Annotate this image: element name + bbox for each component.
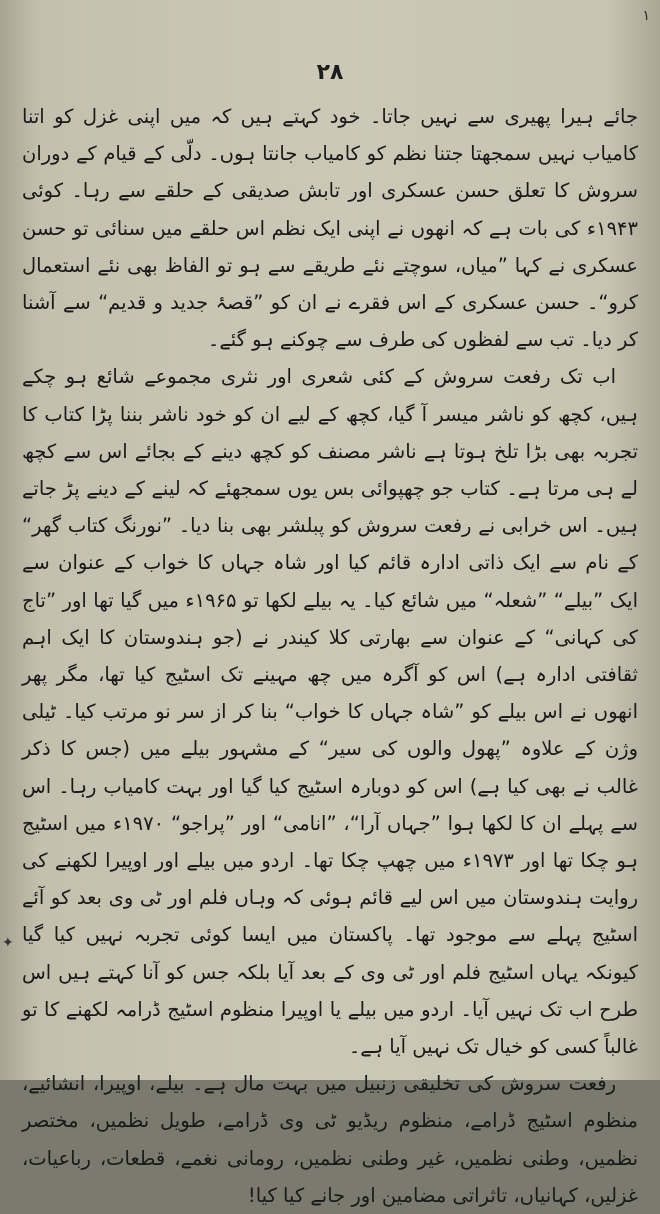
paragraph: رفعت سروش کی تخلیقی زنبیل میں بہت مال ہے۔ بیلے، اوپیرا، انشائیے، منظوم اسٹیج ڈرامے، منظوم ریڈیو ٹی وی ڈرامے، طویل نظمیں، مختصر نظمیں، وطنی نظمیں، غیر وطنی نظمیں، رومانی نغمے، قطعات، رباعیات، غزلیں، کہانیاں، تاثراتی مضامین اور جانے کیا کیا! (22, 1072, 638, 1207)
body-text (22, 98, 639, 1207)
paragraph: اب تک رفعت سروش کے کئی شعری اور نثری مجموعے شائع ہو چکے ہیں، کچھ کو ناشر میسر آ گیا، کچھ کے لیے ان کو خود ناشر بننا پڑا کتاب کا تجربہ بھی بڑا تلخ ہوتا ہے ناشر مصنف کو کچھ دینے کے بجائے اس سے کچھ لے ہی مرتا ہے۔ کتاب جو چھپوائی بس یوں سمجھئے کہ لینے کے دینے پڑ جاتے ہیں۔ اس خرابی نے رفعت سروش کو پبلشر بھی بنا دیا۔ ”نورنگ کتاب گھر“ کے نام سے ایک ذاتی ادارہ قائم کیا اور شاہ جہاں کا خواب کے عنوان سے ایک ”بیلے“ ”شعلہ“ میں شائع کیا۔ یہ بیلے لکھا تو ۱۹۶۵ء میں گیا تھا اور ”تاج کی کہانی“ کے عنوان سے بھارتی کلا کیندر نے (جو ہندوستان کا ایک اہم ثقافتی ادارہ ہے) اس کو آگرہ میں چھ مہینے تک اسٹیج کیا تھا، مگر پھر انھوں نے اس بیلے کو ”شاہ جہاں کا خواب“ بنا کر از سر نو مرتب کیا۔ ٹیلی وژن کے علاوہ ”پھول والوں کی سیر“ کے مشہور بیلے میں (جس کا ذکر غالب نے بھی کیا ہے) اس کو دوبارہ اسٹیج کیا گیا اور بہت کامیاب رہا۔ اس سے پہلے ان کا لکھا ہوا ”جہاں آرا“، ”انامی“ اور ”پراجو“ ۱۹۷۰ء میں اسٹیج ہو چکا تھا اور ۱۹۷۳ء میں چھپ چکا تھا۔ اردو میں بیلے اور اوپیرا لکھنے کی روایت ہندوستان میں اس لیے قائم ہوئی کہ وہاں فلم اور ٹی وی بعد کو آئے اسٹیج پہلے سے موجود تھا۔ پاکستان میں ایسا کوئی تجربہ نہیں کیا گیا کیونکہ یہاں اسٹیج فلم اور ٹی وی کے بعد آیا بلکہ جس کو آنا کہتے ہیں اس طرح اب تک نہیں آیا۔ اردو میں بیلے یا اوپیرا منظوم اسٹیج ڈرامہ لکھنے کا تو غالباً کسی کو خیال تک نہیں آیا ہے۔ (22, 365, 639, 1059)
page-number: ۲۸ (316, 60, 344, 85)
paragraph: جائے ہیرا پھیری سے نہیں جاتا۔ خود کہتے ہیں کہ میں اپنی غزل کو اتنا کامیاب نہیں سمجھتا جتنا نظم کو کامیاب جانتا ہوں۔ دلّی کے قیام کے دوران سروش کا تعلق حسن عسکری اور تابش صدیقی کے حلقے سے رہا۔ کوئی ۱۹۴۳ء کی بات ہے کہ انھوں نے اپنی ایک نظم اس حلقے میں سنائی تو حسن عسکری نے کہا ”میاں، سوچتے نئے طریقے سے ہو تو الفاظ بھی نئے استعمال کرو“۔ حسن عسکری کے اس فقرے نے ان کو ”قصۂ جدید و قدیم“ سے آشنا کر دیا۔ تب سے لفظوں کی طرف سے چوکنے ہو گئے۔ (22, 105, 638, 352)
margin-mark: ✦ (2, 935, 14, 951)
corner-mark: ١ (642, 8, 650, 24)
